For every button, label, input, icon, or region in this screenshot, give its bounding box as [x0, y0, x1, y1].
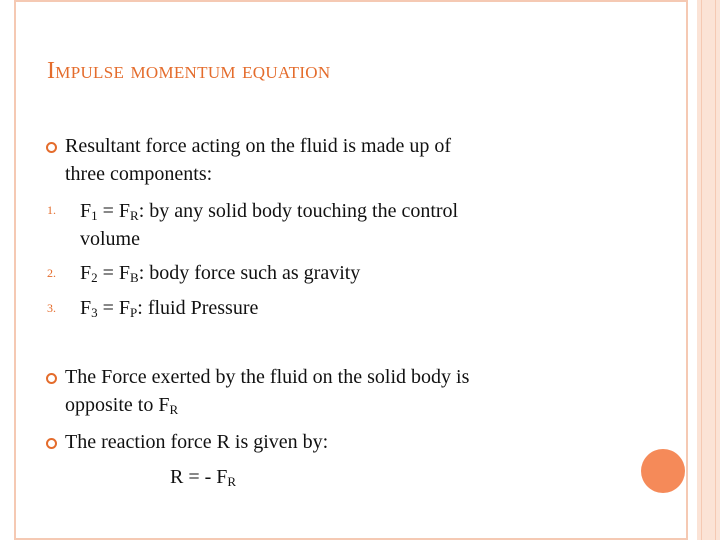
force-subscript: R: [227, 474, 237, 489]
left-border-line: [14, 0, 16, 540]
component-description: : by any solid body touching the control: [138, 200, 459, 222]
slide-title: Impulse momentum equation: [47, 58, 331, 84]
force-symbol: F: [80, 297, 92, 319]
list-number-2: 2.: [47, 266, 56, 280]
bullet-ring-icon: [46, 373, 57, 384]
force-symbol: F: [80, 200, 92, 222]
component-3: [80, 294, 258, 322]
force-subscript: P: [130, 305, 138, 320]
list-number-1: 1.: [47, 203, 56, 217]
intro-line-2: three components:: [65, 163, 213, 185]
bullet2-text: opposite to F: [65, 394, 170, 416]
bullet-ring-icon: [46, 142, 57, 153]
equals-text: = F: [97, 262, 131, 284]
force-subscript: 2: [91, 270, 98, 285]
formula-text: R = - F: [170, 466, 228, 488]
force-subscript: R: [169, 402, 179, 417]
force-symbol: F: [80, 262, 92, 284]
component-description: : body force such as gravity: [138, 262, 361, 284]
force-subscript: 1: [91, 208, 98, 223]
reaction-formula: [170, 463, 236, 491]
force-subscript: R: [130, 208, 139, 223]
equals-text: = F: [97, 200, 131, 222]
bullet2-line-2: [65, 391, 178, 419]
list-number-3: 3.: [47, 301, 56, 315]
force-subscript: 3: [91, 305, 98, 320]
bullet-ring-icon: [46, 438, 57, 449]
right-band-line-1: [701, 0, 702, 540]
equals-text: = F: [97, 297, 131, 319]
decorative-circle: [641, 449, 685, 493]
right-border-line: [686, 0, 688, 540]
bullet2-line-1: The Force exerted by the fluid on the solid body is: [65, 366, 470, 388]
intro-line-1: Resultant force acting on the fluid is made up of: [65, 135, 452, 157]
force-subscript: B: [130, 270, 139, 285]
component-2: [80, 259, 360, 287]
component-1: [80, 197, 458, 225]
right-band-line-2: [715, 0, 716, 540]
bullet3-text: The reaction force R is given by:: [65, 431, 329, 453]
component-description: : fluid Pressure: [137, 297, 259, 319]
component-1-continuation: volume: [80, 228, 140, 250]
top-border-line: [14, 0, 687, 2]
